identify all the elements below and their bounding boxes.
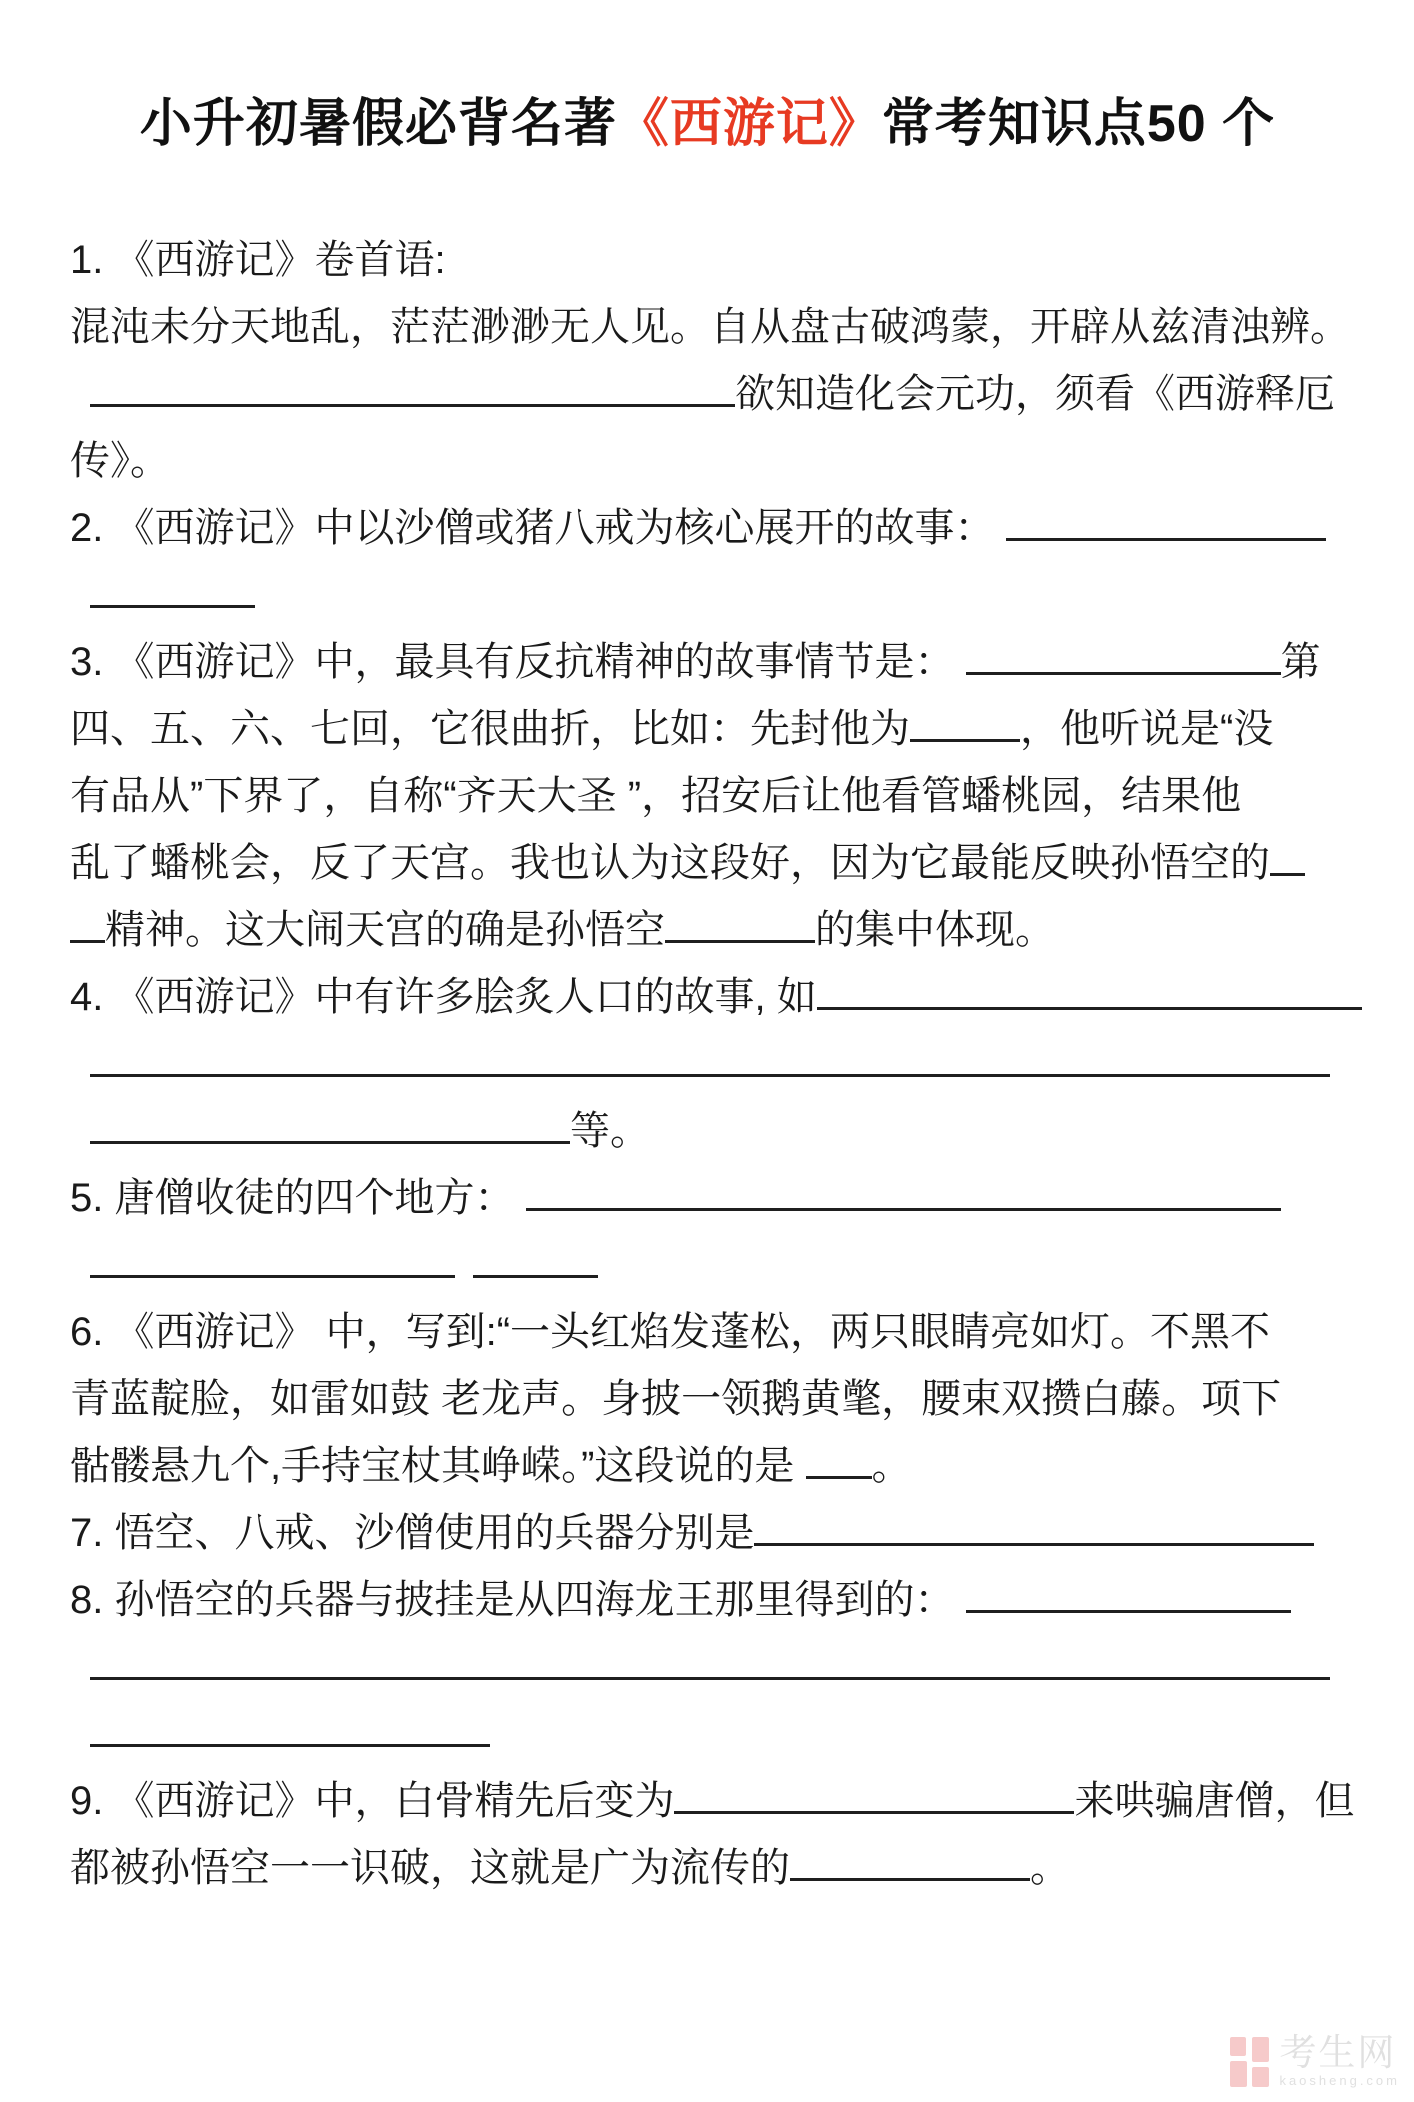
answer-blank (966, 672, 1281, 675)
worksheet-line (70, 1567, 1345, 1634)
line-text: 传》。 (70, 439, 170, 483)
answer-blank (910, 739, 1020, 742)
line-text: 等。 (570, 1109, 650, 1153)
worksheet-line (70, 1701, 1345, 1768)
line-text: 青蓝靛脸，如雷如鼓 老龙声。身披一领鹅黄氅，腰束双攒白藤。项下 (70, 1377, 1282, 1421)
line-text: 4. 《西游记》中有许多脍炙人口的故事, 如 (70, 975, 817, 1019)
title-suffix: 常考知识点50 个 (881, 95, 1276, 153)
answer-blank (90, 1677, 1330, 1680)
answer-blank (90, 404, 735, 407)
worksheet-line (70, 830, 1345, 897)
kaosheng-logo-icon (1230, 2037, 1269, 2087)
answer-blank (526, 1208, 1281, 1211)
watermark-site-name: 考生网 (1279, 2032, 1397, 2073)
line-text: 混沌未分天地乱，茫茫渺渺无人见。自从盘古破鸿蒙，开辟从兹清浊辨。 (70, 305, 1350, 349)
line-text: 5. 唐僧收徒的四个地方： (70, 1176, 526, 1220)
worksheet-line (70, 696, 1345, 763)
answer-blank (90, 1141, 570, 1144)
answer-blank (90, 605, 255, 608)
line-text: 有品从”下界了，自称“齐天大圣 ”，招安后让他看管蟠桃园，结果他 (70, 774, 1242, 818)
worksheet-line (70, 562, 1345, 629)
answer-blank (806, 1476, 872, 1479)
line-text: 1. 《西游记》卷首语: (70, 238, 446, 282)
line-text: 。 (871, 1444, 912, 1488)
worksheet-line (70, 1634, 1345, 1701)
worksheet-line (70, 1098, 1345, 1165)
worksheet-lines (70, 227, 1355, 1902)
line-text: 来哄骗唐僧，但 (1074, 1779, 1355, 1823)
answer-blank (1006, 538, 1326, 541)
line-text: 精神。这大闹天宫的确是孙悟空 (105, 908, 665, 952)
answer-blank (674, 1811, 1074, 1814)
worksheet-line (70, 428, 1345, 495)
watermark-text (1279, 2034, 1400, 2087)
answer-blank (790, 1878, 1030, 1881)
answer-blank (90, 1074, 1330, 1077)
worksheet-line (70, 1366, 1345, 1433)
answer-blank (1270, 873, 1305, 876)
worksheet-line (70, 897, 1345, 964)
answer-blank (90, 1744, 490, 1747)
worksheet-line (70, 763, 1345, 830)
answer-blank (817, 1007, 1362, 1010)
worksheet-line (70, 964, 1345, 1031)
worksheet-line (70, 1835, 1345, 1902)
answer-blank (966, 1610, 1291, 1613)
answer-blank (90, 1275, 455, 1278)
line-text: 的集中体现。 (815, 908, 1055, 952)
line-text: 第 (1280, 640, 1321, 684)
watermark (1230, 2034, 1400, 2087)
watermark-site-url: kaosheng.com (1279, 2073, 1400, 2088)
worksheet-line (70, 361, 1345, 428)
worksheet-line (70, 1031, 1345, 1098)
line-text: 2. 《西游记》中以沙僧或猪八戒为核心展开的故事： (70, 506, 1006, 550)
worksheet-line (70, 629, 1345, 696)
worksheet-line (70, 1165, 1345, 1232)
line-text: 四、五、六、七回，它很曲折，比如：先封他为 (70, 707, 910, 751)
line-text: 。 (1030, 1846, 1070, 1890)
line-text: 3. 《西游记》中，最具有反抗精神的故事情节是： (70, 640, 966, 684)
worksheet-line (70, 294, 1350, 361)
line-text: ，他听说是“没 (1020, 707, 1274, 751)
line-text: 欲知造化会元功，须看《西游释厄 (735, 372, 1335, 416)
line-text: 9. 《西游记》中，白骨精先后变为 (70, 1779, 675, 1823)
answer-blank (70, 940, 105, 943)
page-title (70, 92, 1345, 157)
worksheet-line (70, 1500, 1345, 1567)
worksheet-line (70, 1433, 1345, 1500)
answer-blank (665, 940, 815, 943)
answer-blank (473, 1275, 598, 1278)
worksheet-line (70, 227, 1345, 294)
title-prefix: 小升初暑假必背名著 (139, 95, 617, 153)
line-text: 6. 《西游记》 中，写到:“一头红焰发蓬松，两只眼睛亮如灯。不黑不 (70, 1310, 1271, 1354)
line-text: 乱了蟠桃会，反了天宫。我也认为这段好，因为它最能反映孙悟空的 (70, 841, 1270, 885)
line-text: 7. 悟空、八戒、沙僧使用的兵器分别是 (70, 1511, 755, 1555)
answer-blank (754, 1543, 1314, 1546)
worksheet-line (70, 495, 1345, 562)
line-text: 8. 孙悟空的兵器与披挂是从四海龙王那里得到的： (70, 1578, 966, 1622)
worksheet-line (70, 1768, 1355, 1835)
line-text: 骷髅悬九个,手持宝杖其峥嵘。”这段说的是 (70, 1444, 806, 1488)
worksheet-page (0, 92, 1414, 1902)
worksheet-line (70, 1232, 1345, 1299)
title-highlight: 《西游记》 (616, 95, 882, 153)
line-text: 都被孙悟空一一识破，这就是广为流传的 (70, 1846, 790, 1890)
worksheet-line (70, 1299, 1345, 1366)
